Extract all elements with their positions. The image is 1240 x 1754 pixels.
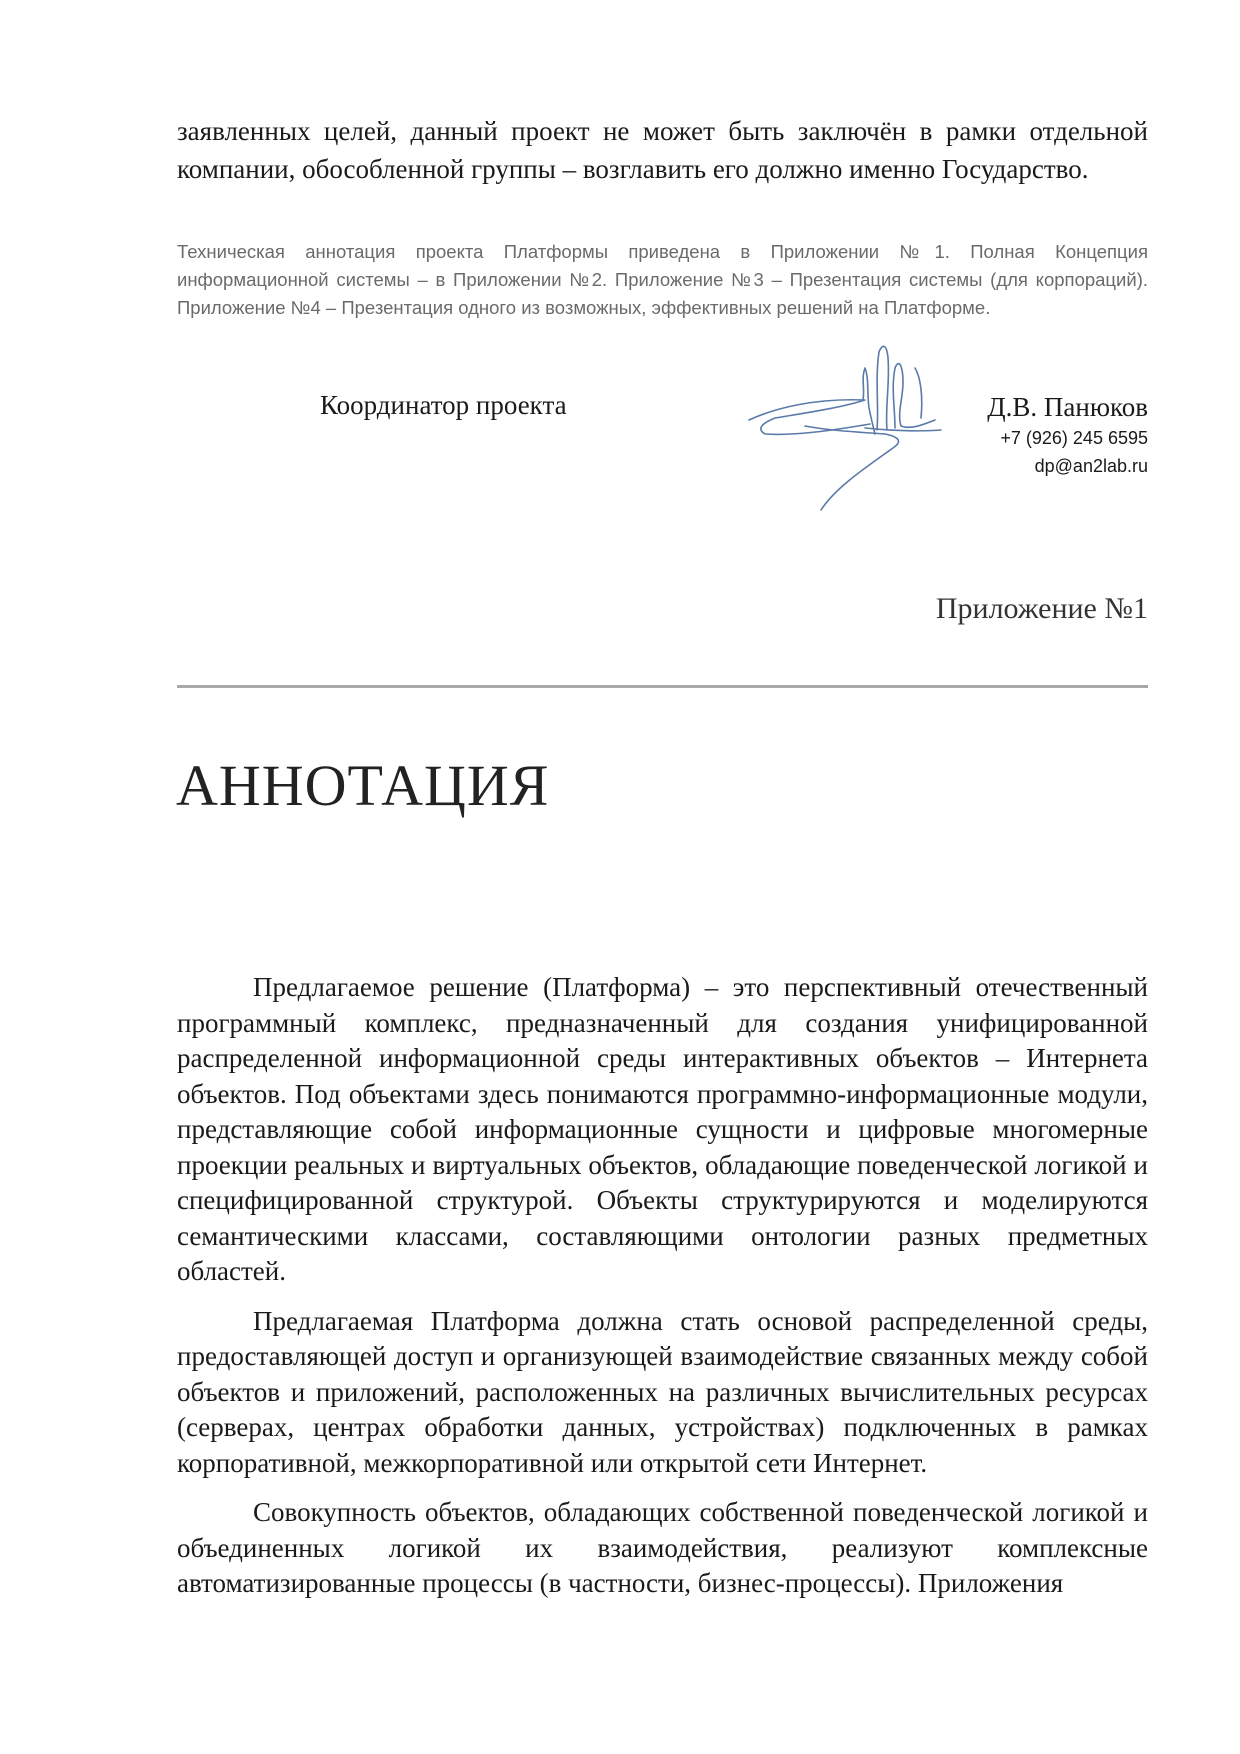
body-paragraph: Предлагаемая Платформа должна стать основой распределенной среды, предоставляющей доступ и организующей взаимодействие связанных между собой объектов и приложений, расположенных на различных вычислительных ресурсах (серверах, центрах обработки данных, устройствах) подключенных в рамках корпоративной, межкорпоративной или открытой сети Интернет. xyxy=(177,1305,1148,1478)
section-divider xyxy=(177,685,1148,688)
coordinator-role: Координатор проекта xyxy=(320,390,567,420)
author-phone: +7 (926) 245 6595 xyxy=(1000,428,1148,448)
body-paragraph: Совокупность объектов, обладающих собственной поведенческой логикой и объединенных логикой их взаимодействия, реализуют комплексные автоматизированные процессы (в частности, бизнес-процессы). Приложения xyxy=(177,1497,1148,1598)
intro-paragraph: заявленных целей, данный проект не может быть заключён в рамки отдельной компании, обособленной группы – возглавить его должно именно Государство. xyxy=(177,116,1148,184)
author-email: dp@an2lab.ru xyxy=(1034,456,1148,476)
author-name: Д.В. Панюков xyxy=(987,392,1148,422)
technical-note: Техническая аннотация проекта Платформы приведена в Приложении №1. Полная Концепция информационной системы – в Приложении №2. Приложение №3 – Презентация системы (для корпораций). Приложение №4 – Презентация одного из возможных, эффективных решений на Платформе. xyxy=(177,241,1148,318)
author-block xyxy=(987,390,1148,480)
handwritten-signature xyxy=(745,338,965,518)
annotation-body xyxy=(177,970,1148,1616)
page-title: АННОТАЦИЯ xyxy=(176,753,550,818)
body-paragraph: Предлагаемое решение (Платформа) – это перспективный отечественный программный комплекс, предназначенный для создания унифицированной распределенной информационной среды интерактивных объектов – Интернета объектов. Под объектами здесь понимаются программно-информационные модули, представляющие собой информационные сущности и цифровые многомерные проекции реальных и виртуальных объектов, обладающие поведенческой логикой и специфицированной структурой. Объекты структурируются и моделируются семантическими классами, составляющими онтологии разных предметных областей. xyxy=(177,972,1148,1286)
appendix-label: Приложение №1 xyxy=(935,592,1148,625)
